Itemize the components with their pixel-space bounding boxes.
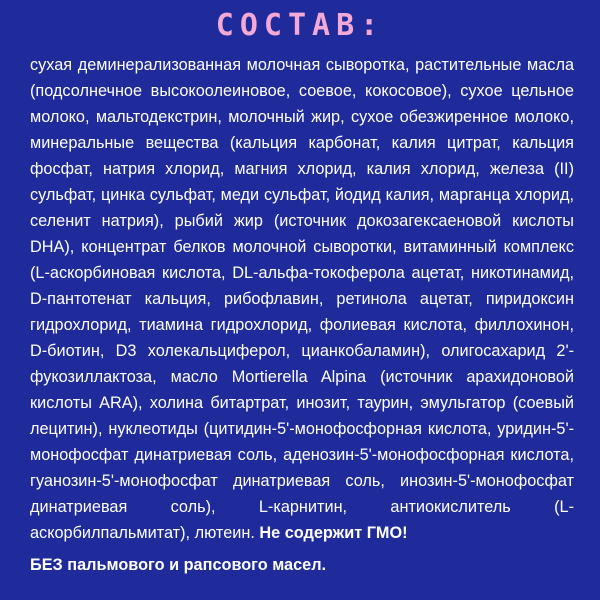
ingredients-text: [30, 52, 574, 546]
no-palm-note: БЕЗ пальмового и рапсового масел.: [30, 556, 327, 574]
no-gmo-note: Не содержит ГМО!: [259, 524, 408, 542]
section-title: СОСТАВ:: [215, 8, 385, 43]
ingredients-list: сухая деминерализованная молочная сыворотка, растительные масла (подсолнечное высокоолеиновое, соевое, кокосовое), сухое цельное молоко, мальтодекстрин, молочный жир, сухое обезжиренное молоко, минеральные вещества (кальция карбонат, калия цитрат, кальция фосфат, натрия хлорид, магния хлорид, калия хлорид, железа (II) сульфат, цинка сульфат, меди сульфат, йодид калия, марганца хлорид, селенит натрия), рыбий жир (источник докозагексаеновой кислоты DHA), концентрат белков молочной сыворотки, витаминный комплекс (L-аскорбиновая кислота, DL-альфа-токоферола ацетат, никотинамид, D-пантотенат кальция, рибофлавин, ретинола ацетат, пиридоксин гидрохлорид, тиамина гидрохлорид, фолиевая кислота, филлохинон, D-биотин, D3 холекальциферол, цианкобаламин), олигосахарид 2'-фукозиллактоза, масло Mortierella Alpina (источник арахидоновой кислоты ARA), холина битартрат, инозит, таурин, эмульгатор (соевый лецитин), нуклеотиды (цитидин-5'-монофосфорная кислота, уридин-5'-монофосфат динатриевая соль, аденозин-5'-монофосфорная кислота, гуанозин-5'-монофосфат динатриевая соль, инозин-5'-монофосфат динатриевая соль), L-карнитин, антиокислитель (L-аскорбилпальмитат), лютеин.: [30, 56, 574, 542]
